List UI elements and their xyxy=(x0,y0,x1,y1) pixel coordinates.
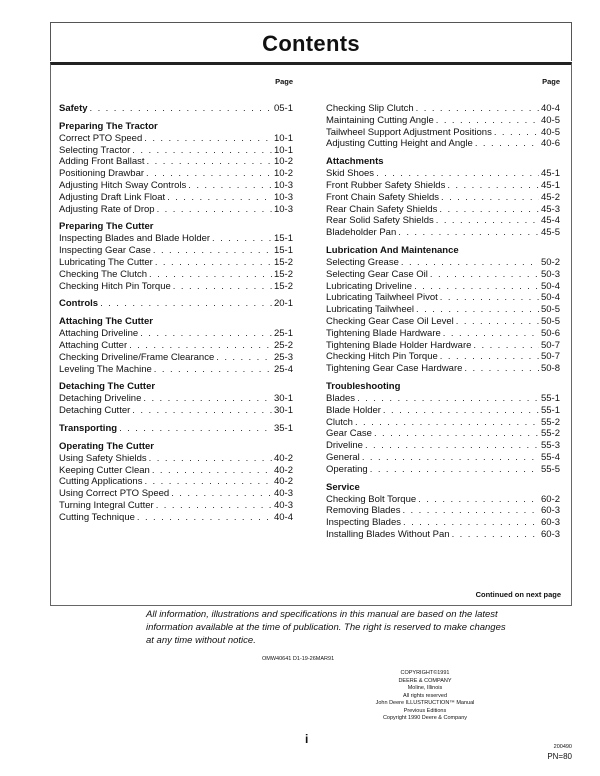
toc-entry xyxy=(326,281,560,293)
entry-page: 15-1 xyxy=(273,245,293,257)
dot-leader xyxy=(149,453,272,465)
section-title: Lubrication And Maintenance xyxy=(326,244,459,256)
toc-entry xyxy=(326,292,560,304)
entry-page: 45-1 xyxy=(540,168,560,180)
dot-leader xyxy=(152,465,272,477)
entry-title: Lubricating Tailwheel xyxy=(326,304,415,316)
entry-title: Adjusting Cutting Height and Angle xyxy=(326,138,473,150)
entry-title: Skid Shoes xyxy=(326,168,375,180)
entry-title: Adding Front Ballast xyxy=(59,156,145,168)
dot-leader xyxy=(157,204,272,216)
toc-entry xyxy=(326,127,560,139)
dot-leader xyxy=(188,180,272,192)
section-title: Attaching The Cutter xyxy=(59,316,153,328)
toc-section xyxy=(326,482,560,541)
section-title: Preparing The Cutter xyxy=(59,221,154,233)
toc-entry xyxy=(59,500,293,512)
dot-leader xyxy=(365,440,539,452)
dot-leader xyxy=(439,204,539,216)
dot-leader xyxy=(155,257,272,269)
entry-title: Safety xyxy=(59,103,88,114)
entry-title: Checking Bolt Torque xyxy=(326,493,417,505)
toc-section xyxy=(59,441,293,524)
entry-page: 30-1 xyxy=(273,393,293,405)
section-title: Attachments xyxy=(326,156,384,168)
dot-leader xyxy=(167,192,272,204)
section-title: Detaching The Cutter xyxy=(59,381,156,393)
entry-page: 20-1 xyxy=(273,298,293,310)
entry-title: Checking Driveline/Frame Clearance xyxy=(59,351,215,363)
entry-page: 45-5 xyxy=(540,227,560,239)
entry-title: Operating xyxy=(326,463,368,475)
entry-title: Maintaining Cutting Angle xyxy=(326,114,434,126)
dot-leader xyxy=(144,476,272,488)
dot-leader xyxy=(374,428,539,440)
toc-entry xyxy=(59,133,293,145)
entry-title: Transporting xyxy=(59,422,118,434)
dot-leader xyxy=(416,103,539,115)
entry-page: 35-1 xyxy=(273,422,293,434)
dot-leader xyxy=(173,281,272,293)
entry-page: 15-1 xyxy=(273,233,293,245)
entry-page: 45-1 xyxy=(540,179,560,191)
dot-leader xyxy=(147,156,272,168)
entry-page: 10-1 xyxy=(273,144,293,156)
dot-leader xyxy=(456,316,539,328)
entry-title: Positioning Drawbar xyxy=(59,168,145,180)
dot-leader xyxy=(440,292,539,304)
toc-entry xyxy=(59,156,293,168)
entry-page: 50-4 xyxy=(540,292,560,304)
dot-leader xyxy=(398,227,539,239)
dot-leader xyxy=(414,281,539,293)
toc-entry xyxy=(59,145,293,157)
entry-page: 15-2 xyxy=(273,256,293,268)
entry-page: 40-2 xyxy=(273,476,293,488)
toc-entry xyxy=(326,257,560,269)
page-column-header: Page xyxy=(275,77,293,86)
entry-title: Checking The Clutch xyxy=(59,268,148,280)
dot-leader xyxy=(144,133,272,145)
toc-entry xyxy=(326,215,560,227)
toc-section xyxy=(59,316,293,375)
toc-entry xyxy=(326,180,560,192)
entry-title: Lubricating Tailwheel Pivot xyxy=(326,292,438,304)
dot-leader xyxy=(416,304,539,316)
entry-title: Blade Holder xyxy=(326,404,381,416)
toc-entry xyxy=(326,417,560,429)
contents-box xyxy=(50,62,572,606)
entry-page: 50-3 xyxy=(540,268,560,280)
dot-leader xyxy=(119,423,272,435)
entry-page: 25-2 xyxy=(273,339,293,351)
dot-leader xyxy=(143,393,272,405)
entry-title: Blades xyxy=(326,392,356,404)
toc-entry xyxy=(326,505,560,517)
section-title: Preparing The Tractor xyxy=(59,120,158,132)
entry-title: Turning Integral Cutter xyxy=(59,499,154,511)
entry-page: 60-3 xyxy=(540,528,560,540)
entry-title: Selecting Tractor xyxy=(59,144,131,156)
toc-entry xyxy=(326,405,560,417)
entry-title: Lubricating The Cutter xyxy=(59,256,153,268)
right-column xyxy=(326,77,560,541)
entry-page: 40-6 xyxy=(540,138,560,150)
dot-leader xyxy=(447,180,539,192)
entry-page: 50-5 xyxy=(540,304,560,316)
toc-entry xyxy=(59,233,293,245)
entry-title: Controls xyxy=(59,298,99,310)
dot-leader xyxy=(494,127,539,139)
entry-title: Detaching Cutter xyxy=(59,405,131,417)
toc-entry xyxy=(59,340,293,352)
toc-entry xyxy=(59,269,293,281)
entry-title: Adjusting Hitch Sway Controls xyxy=(59,179,187,191)
entry-title: Bladeholder Pan xyxy=(326,227,397,239)
toc-entry xyxy=(326,168,560,180)
entry-page: 40-2 xyxy=(273,464,293,476)
entry-title: Checking Gear Case Oil Level xyxy=(326,315,454,327)
toc-entry xyxy=(326,269,560,281)
entry-page: 45-4 xyxy=(540,215,560,227)
entry-page: 60-2 xyxy=(540,493,560,505)
toc-entry xyxy=(59,180,293,192)
dot-leader xyxy=(153,245,272,257)
dot-leader xyxy=(370,464,539,476)
entry-title: Selecting Grease xyxy=(326,256,399,268)
entry-page: 10-3 xyxy=(273,179,293,191)
dot-leader xyxy=(154,364,272,376)
entry-page: 30-1 xyxy=(273,405,293,417)
entry-page: 55-2 xyxy=(540,428,560,440)
dot-leader xyxy=(132,145,272,157)
toc-entry xyxy=(59,476,293,488)
copyright-line: Previous Editions xyxy=(403,707,447,714)
notice-text: All information, illustrations and specifications in this manual are based on the latest information available at the time of publication. The right is reserved to make changes at any time without notice. xyxy=(146,609,506,646)
entry-page: 40-4 xyxy=(540,103,560,114)
document-code: OMW40641 D1-19-26MAR91 xyxy=(262,656,335,662)
dot-leader xyxy=(216,352,272,364)
toc-entry xyxy=(326,393,560,405)
entry-page: 45-2 xyxy=(540,191,560,203)
toc-section xyxy=(326,103,560,150)
dot-leader xyxy=(436,215,539,227)
toc-entry xyxy=(326,529,560,541)
toc-entry xyxy=(59,245,293,257)
entry-page: 45-3 xyxy=(540,203,560,215)
dot-leader xyxy=(464,363,539,375)
pn-code: PN=80 xyxy=(547,752,572,761)
entry-title: Front Rubber Safety Shields xyxy=(326,179,446,191)
entry-title: Checking Slip Clutch xyxy=(326,103,414,114)
copyright-line: DEERE & COMPANY xyxy=(398,677,452,684)
dot-leader xyxy=(140,328,272,340)
entry-page: 55-5 xyxy=(540,463,560,475)
toc-entry xyxy=(326,340,560,352)
copyright-line: All rights reserved xyxy=(402,692,448,699)
entry-title: Inspecting Blades and Blade Holder xyxy=(59,233,211,245)
toc-section xyxy=(59,423,293,435)
entry-page: 60-3 xyxy=(540,517,560,529)
entry-title: Cutting Applications xyxy=(59,476,143,488)
entry-title: Using Correct PTO Speed xyxy=(59,488,170,500)
entry-title: Correct PTO Speed xyxy=(59,132,143,144)
entry-title: Attaching Cutter xyxy=(59,339,128,351)
toc-entry xyxy=(326,204,560,216)
right-sections xyxy=(326,103,560,541)
dot-leader xyxy=(473,340,539,352)
footer-code: 200490 xyxy=(553,744,572,750)
entry-title: Leveling The Machine xyxy=(59,363,152,375)
entry-title: Tailwheel Support Adjustment Positions xyxy=(326,126,492,138)
entry-title: Adjusting Draft Link Float xyxy=(59,191,166,203)
toc-entry xyxy=(326,103,560,115)
toc-entry xyxy=(59,298,293,310)
entry-title: Gear Case xyxy=(326,428,372,440)
toc-entry xyxy=(326,192,560,204)
entry-title: Tightening Blade Holder Hardware xyxy=(326,339,472,351)
entry-page: 55-3 xyxy=(540,440,560,452)
entry-page: 50-7 xyxy=(540,339,560,351)
dot-leader xyxy=(441,192,539,204)
entry-page: 55-2 xyxy=(540,416,560,428)
dot-leader xyxy=(376,168,539,180)
dot-leader xyxy=(401,257,539,269)
toc-entry xyxy=(59,423,293,435)
dot-leader xyxy=(355,417,539,429)
toc-section xyxy=(59,121,293,216)
section-title: Troubleshooting xyxy=(326,380,401,392)
toc-entry xyxy=(59,453,293,465)
toc-entry xyxy=(326,316,560,328)
entry-page: 25-1 xyxy=(273,328,293,340)
entry-title: Lubricating Driveline xyxy=(326,280,413,292)
entry-title: Using Safety Shields xyxy=(59,452,147,464)
dot-leader xyxy=(146,168,272,180)
toc-entry xyxy=(326,517,560,529)
entry-title: Tightening Gear Case Hardware xyxy=(326,363,463,375)
toc-entry xyxy=(326,138,560,150)
toc-section xyxy=(59,298,293,310)
copyright-line: John Deere ILLUSTRUCTION™ Manual xyxy=(375,700,475,706)
dot-leader xyxy=(383,405,539,417)
toc-entry xyxy=(59,465,293,477)
entry-title: Rear Chain Safety Shields xyxy=(326,203,438,215)
toc-section xyxy=(59,103,293,115)
toc-section xyxy=(59,221,293,292)
toc-entry xyxy=(59,364,293,376)
entry-title: Attaching Driveline xyxy=(59,328,139,340)
entry-page: 10-3 xyxy=(273,203,293,215)
dot-leader xyxy=(149,269,272,281)
toc-entry xyxy=(59,192,293,204)
title-box xyxy=(50,22,572,61)
entry-page: 10-3 xyxy=(273,191,293,203)
entry-page: 50-4 xyxy=(540,280,560,292)
dot-leader xyxy=(475,138,539,150)
entry-title: Inspecting Gear Case xyxy=(59,245,151,257)
dot-leader xyxy=(100,298,272,310)
entry-page: 05-1 xyxy=(273,103,293,114)
entry-page: 15-2 xyxy=(273,280,293,292)
dot-leader xyxy=(212,233,272,245)
toc-entry xyxy=(59,103,293,115)
toc-entry xyxy=(326,351,560,363)
entry-page: 50-8 xyxy=(540,363,560,375)
toc-entry xyxy=(59,393,293,405)
entry-page: 10-1 xyxy=(273,132,293,144)
entry-page: 40-2 xyxy=(273,452,293,464)
dot-leader xyxy=(156,500,272,512)
entry-title: Keeping Cutter Clean xyxy=(59,464,150,476)
copyright-block xyxy=(360,670,490,723)
toc-entry xyxy=(326,464,560,476)
dot-leader xyxy=(440,351,539,363)
toc-entry xyxy=(59,405,293,417)
left-column xyxy=(59,77,293,524)
entry-page: 40-5 xyxy=(540,126,560,138)
page-column-header: Page xyxy=(542,77,560,86)
entry-page: 50-7 xyxy=(540,351,560,363)
dot-leader xyxy=(430,269,539,281)
entry-title: Installing Blades Without Pan xyxy=(326,528,450,540)
entry-title: Removing Blades xyxy=(326,505,401,517)
entry-page: 40-3 xyxy=(273,499,293,511)
entry-title: Checking Hitch Pin Torque xyxy=(59,280,171,292)
entry-page: 25-4 xyxy=(273,363,293,375)
dot-leader xyxy=(132,405,272,417)
dot-leader xyxy=(171,488,272,500)
entry-page: 40-3 xyxy=(273,488,293,500)
toc-section xyxy=(59,381,293,417)
toc-entry xyxy=(326,115,560,127)
toc-entry xyxy=(326,494,560,506)
entry-title: Tightening Blade Hardware xyxy=(326,327,441,339)
dot-leader xyxy=(403,517,539,529)
entry-page: 40-5 xyxy=(540,114,560,126)
toc-entry xyxy=(59,512,293,524)
dot-leader xyxy=(418,494,539,506)
dot-leader xyxy=(129,340,272,352)
copyright-line: Copyright 1990 Deere & Company xyxy=(382,715,468,721)
copyright-line: Moline, Illinois xyxy=(407,685,443,691)
dot-leader xyxy=(436,115,539,127)
entry-page: 25-3 xyxy=(273,351,293,363)
toc-entry xyxy=(326,328,560,340)
toc-entry xyxy=(59,352,293,364)
toc-entry xyxy=(326,428,560,440)
entry-title: Cutting Technique xyxy=(59,511,135,523)
entry-title: Rear Solid Safety Shields xyxy=(326,215,434,227)
toc-section xyxy=(326,245,560,375)
entry-page: 10-2 xyxy=(273,168,293,180)
toc-entry xyxy=(59,257,293,269)
entry-title: Selecting Gear Case Oil xyxy=(326,268,428,280)
toc-entry xyxy=(59,328,293,340)
toc-entry xyxy=(59,204,293,216)
dot-leader xyxy=(452,529,539,541)
toc-entry xyxy=(326,452,560,464)
entry-title: Checking Hitch Pin Torque xyxy=(326,351,438,363)
toc-entry xyxy=(326,440,560,452)
copyright-line: COPYRIGHT©1991 xyxy=(400,670,450,676)
left-sections xyxy=(59,103,293,524)
entry-page: 50-5 xyxy=(540,315,560,327)
toc-entry xyxy=(59,281,293,293)
toc-entry xyxy=(59,168,293,180)
toc-entry xyxy=(59,488,293,500)
section-title: Service xyxy=(326,481,360,493)
entry-page: 15-2 xyxy=(273,268,293,280)
dot-leader xyxy=(402,505,539,517)
entry-title: Driveline xyxy=(326,440,363,452)
page-title: Contents xyxy=(262,31,360,56)
entry-page: 55-1 xyxy=(540,404,560,416)
page-number: i xyxy=(305,732,309,746)
entry-title: Inspecting Blades xyxy=(326,517,401,529)
continued-note: Continued on next page xyxy=(475,590,561,599)
entry-title: Adjusting Rate of Drop xyxy=(59,203,155,215)
dot-leader xyxy=(443,328,539,340)
entry-page: 10-2 xyxy=(273,156,293,168)
entry-page: 40-4 xyxy=(273,511,293,523)
entry-title: General xyxy=(326,451,360,463)
dot-leader xyxy=(90,103,272,115)
entry-title: Detaching Driveline xyxy=(59,393,142,405)
toc-section xyxy=(326,156,560,239)
dot-leader xyxy=(357,393,539,405)
entry-title: Clutch xyxy=(326,416,353,428)
toc-entry xyxy=(326,363,560,375)
dot-leader xyxy=(362,452,539,464)
toc-entry xyxy=(326,227,560,239)
entry-page: 50-6 xyxy=(540,327,560,339)
toc-entry xyxy=(326,304,560,316)
section-title: Operating The Cutter xyxy=(59,440,155,452)
entry-page: 55-4 xyxy=(540,451,560,463)
entry-page: 60-3 xyxy=(540,505,560,517)
dot-leader xyxy=(137,512,272,524)
entry-page: 50-2 xyxy=(540,256,560,268)
entry-page: 55-1 xyxy=(540,392,560,404)
toc-section xyxy=(326,381,560,476)
entry-title: Front Chain Safety Shields xyxy=(326,191,440,203)
